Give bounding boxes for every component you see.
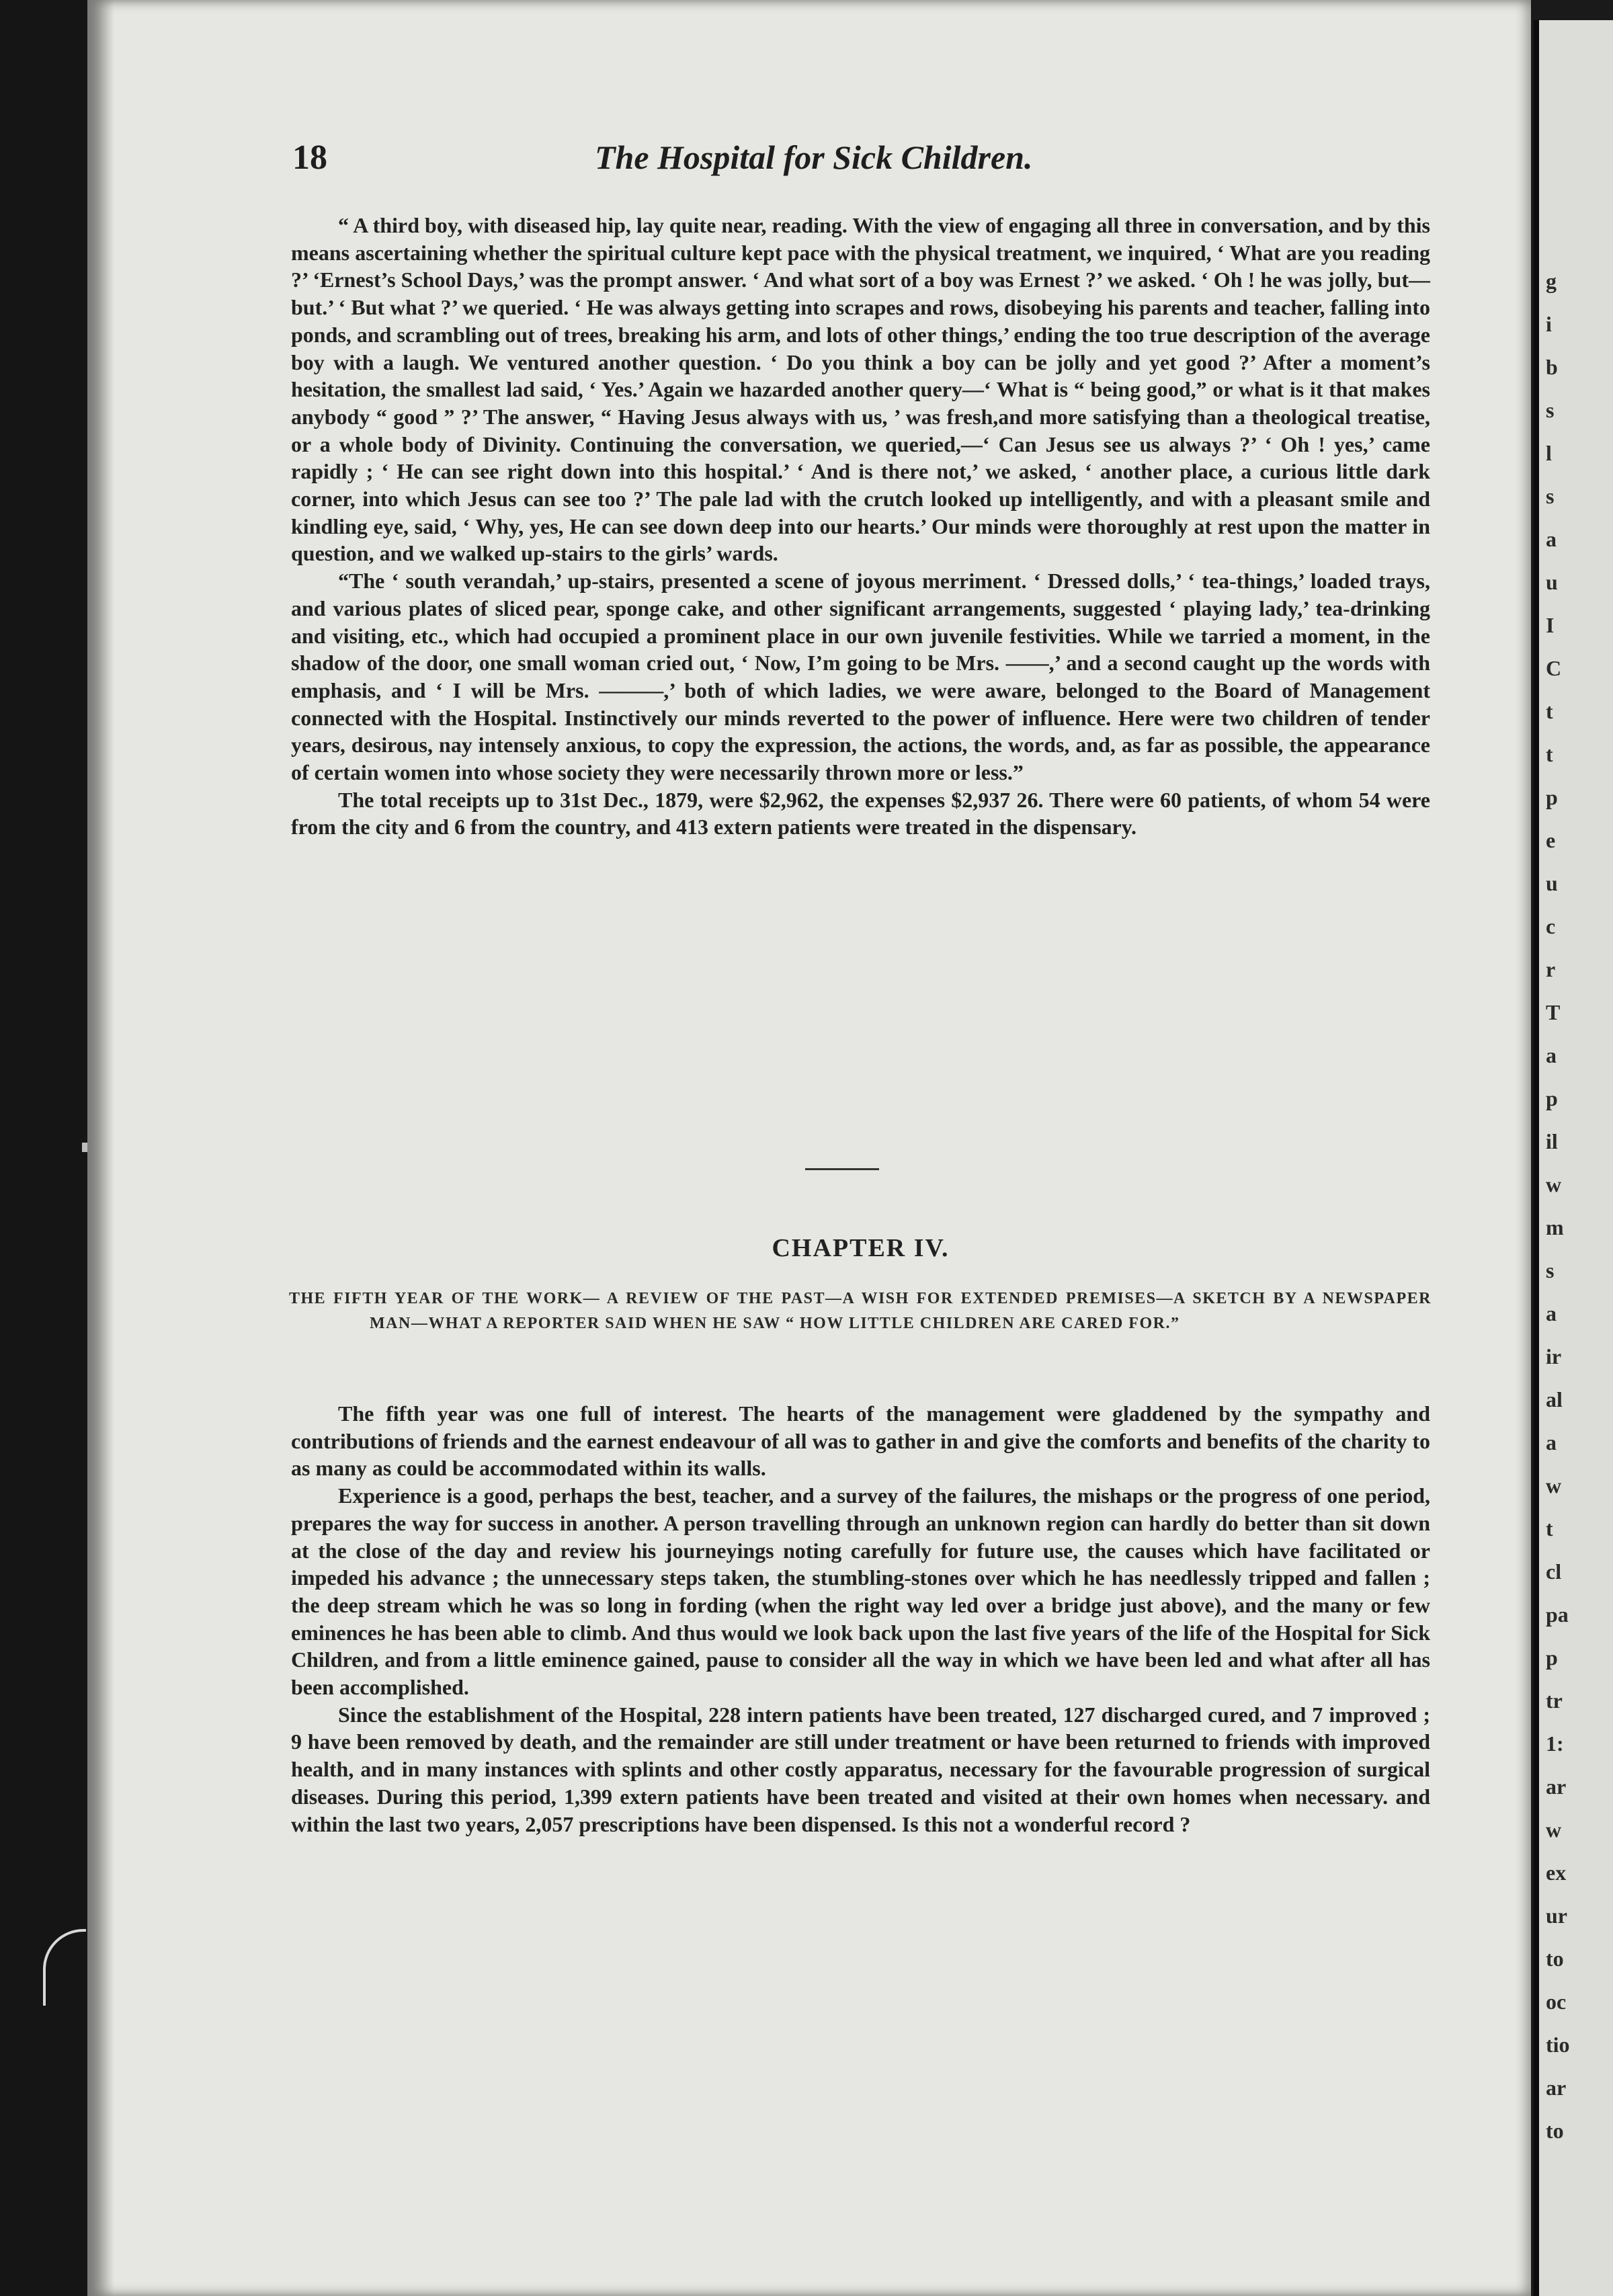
facing-page-fragment: p xyxy=(1546,1645,1558,1670)
text-section-part2 xyxy=(291,1400,1430,1838)
facing-page-fragment: tio xyxy=(1546,2033,1570,2057)
page-number: 18 xyxy=(292,138,327,177)
chapter-title: CHAPTER IV. xyxy=(772,1234,950,1262)
page-header xyxy=(292,138,1428,185)
facing-page-fragment: s xyxy=(1546,398,1555,422)
facing-page-fragment: m xyxy=(1546,1215,1564,1239)
facing-page-fragment: w xyxy=(1546,1817,1562,1842)
facing-page-fragment: ur xyxy=(1546,1903,1567,1928)
facing-page-fragment: ex xyxy=(1546,1860,1567,1885)
facing-page-fragment: c xyxy=(1546,914,1556,938)
facing-page-fragment: tr xyxy=(1546,1688,1563,1713)
facing-page-fragment: ar xyxy=(1546,1774,1567,1799)
facing-page-fragment: p xyxy=(1546,785,1558,809)
facing-page-fragment: a xyxy=(1546,1043,1557,1067)
paragraph: The fifth year was one full of interest. The hearts of the management were gladdened by the sympathy and contributions of friends and the earnest endeavour of all was to gather in and give the comforts and benefits of the charity to as many as could be accommodated within its walls. xyxy=(291,1401,1430,1481)
facing-page-fragment: il xyxy=(1546,1129,1558,1153)
paragraph: “The ‘ south verandah,’ up-stairs, presented a scene of joyous merriment. ‘ Dressed dolls,’ ‘ tea-things,’ loaded trays, and various plates of sliced pear, sponge cake, and other significant arrangements, suggested ‘ playing lady,’ tea-drinking and visiting, etc., which had occupied a prominent place in our own juvenile festivities. While we tarried a moment, in the shadow of the door, one small woman cried out, ‘ Now, I’m going to be Mrs. ——,’ and a second caught up the words with emphasis, and ‘ I will be Mrs. ———,’ both of which ladies, we were aware, belonged to the Board of Management connected with the Hospital. Instinctively our minds reverted to the power of influence. Here were two children of tender years, desirous, nay intensely anxious, to copy the expression, the actions, the words, and, as far as possible, the appearance of certain women into whose society they were necessarily thrown more or less.” xyxy=(291,569,1430,785)
facing-page-fragment: u xyxy=(1546,570,1558,594)
facing-page-fragment: w xyxy=(1546,1172,1562,1196)
facing-page-fragment: e xyxy=(1546,828,1556,852)
text-section-part1 xyxy=(291,212,1430,841)
facing-page-fragment: a xyxy=(1546,1430,1557,1454)
paragraph: Since the establishment of the Hospital, 228 intern patients have been treated, 127 discharged cured, and 7 improved ; 9 have been removed by death, and the remainder are still under treatment or have been returned to friends with improved health, and in many instances with splints and other costly apparatus, necessary for the favourable progression of surgical diseases. During this period, 1,399 extern patients have been treated and visited at their own homes when necessary. and within the last two years, 2,057 prescriptions have been dispensed. Is this not a wonderful record ? xyxy=(291,1702,1430,1836)
facing-page-fragment: pa xyxy=(1546,1602,1569,1627)
facing-page-fragment: C xyxy=(1546,656,1562,680)
facing-page-fragment: t xyxy=(1546,1516,1553,1541)
facing-page-fragment: ir xyxy=(1546,1344,1562,1368)
facing-page-fragment: ar xyxy=(1546,2076,1567,2100)
chapter-summary: THE FIFTH YEAR OF THE WORK— A REVIEW OF THE PAST—A WISH FOR EXTENDED PREMISES—A SKETCH BY A NEWSPAPER MAN—WHAT A REPORTER SAID WHEN HE SAW “ HOW LITTLE CHILDREN ARE CARED FOR.” xyxy=(289,1290,1432,1332)
facing-page-fragment: s xyxy=(1546,1258,1555,1282)
facing-page-fragment: T xyxy=(1546,1000,1561,1024)
facing-page-fragment: p xyxy=(1546,1086,1558,1110)
facing-page-fragment: cl xyxy=(1546,1559,1562,1584)
facing-page-fragment: t xyxy=(1546,742,1553,766)
section-separator xyxy=(805,1168,879,1170)
facing-page-fragment: al xyxy=(1546,1387,1563,1411)
page-gutter-shadow xyxy=(87,0,114,2296)
facing-page-fragment: I xyxy=(1546,613,1555,637)
facing-page-fragment: 1: xyxy=(1546,1731,1564,1756)
facing-page-fragment: oc xyxy=(1546,1990,1567,2014)
facing-page-text xyxy=(1546,0,1613,2296)
facing-page-fragment: r xyxy=(1546,957,1556,981)
running-title: The Hospital for Sick Children. xyxy=(595,138,1033,176)
paragraph: Experience is a good, perhaps the best, teacher, and a survey of the failures, the mishaps or the progress of one period, prepares the way for success in another. A person travelling through an unknown region can hardly do better than sit down at the close of the day and review his journeyings noting carefully for future use, the causes which have facilitated or impeded his advance ; the unnecessary steps taken, the stumbling-stones over which he has needlessly tripped and fallen ; the deep stream which he was so long in fording (when the right way led over a bridge just above), and the many or few eminences he has been able to climb. And thus would we look back upon the last five years of the life of the Hospital for Sick Children, and from a little eminence gained, pause to consider all the way in which we have been led and what after all has been accomplished. xyxy=(291,1483,1430,1700)
facing-page-fragment: w xyxy=(1546,1473,1562,1498)
facing-page-fragment: i xyxy=(1546,312,1552,336)
facing-page-fragment: t xyxy=(1546,699,1553,723)
facing-page-fragment: g xyxy=(1546,269,1557,293)
facing-page-fragment: s xyxy=(1546,484,1555,508)
facing-page-fragment: to xyxy=(1546,2119,1564,2143)
facing-page-fragment: u xyxy=(1546,871,1558,895)
facing-page-fragment: l xyxy=(1546,441,1552,465)
facing-page-fragment: b xyxy=(1546,355,1558,379)
facing-page-fragment: a xyxy=(1546,527,1557,551)
scan-artifact xyxy=(82,1143,87,1152)
facing-page-fragment: a xyxy=(1546,1301,1557,1325)
paragraph: “ A third boy, with diseased hip, lay quite near, reading. With the view of engaging all three in conversation, and by this means ascertaining whether the spiritual culture kept pace with the physical treatment, we inquired, ‘ What are you reading ?’ ‘Ernest’s School Days,’ was the prompt answer. ‘ And what sort of a boy was Ernest ?’ we asked. ‘ Oh ! he was jolly, but—but.’ ‘ But what ?’ we queried. ‘ He was always getting into scrapes and rows, disobeying his parents and teacher, falling into ponds, and scrambling out of trees, breaking his arm, and lots of other things,’ ending the too true description of the average boy with a laugh. We ventured another question. ‘ Do you think a boy can be jolly and yet good ?’ After a moment’s hesitation, the smallest lad said, ‘ Yes.’ Again we hazarded another query—‘ What is “ being good,” or what is it that makes anybody “ good ” ?’ The answer, “ Having Jesus always with us, ’ was fresh,and more satisfying than a theological treatise, or a whole body of Divinity. Continuing the conversation, we queried,—‘ Can Jesus see us always ?’ ‘ Oh ! yes,’ came rapidly ; ‘ He can see right down into this hospital.’ ‘ And is there not,’ we asked, ‘ another place, a curious little dark corner, into which Jesus can see too ?’ The pale lad with the crutch looked up intelligently, and with a pleasant smile and kindling eye, said, ‘ Why, yes, He can see down deep into our hearts.’ Our minds were thoroughly at rest upon the matter in question, and we walked up-stairs to the girls’ wards. xyxy=(291,213,1430,566)
facing-page-fragment: to xyxy=(1546,1946,1564,1971)
paragraph: The total receipts up to 31st Dec., 1879, were $2,962, the expenses $2,937 26. There were 60 patients, of whom 54 were from the city and 6 from the country, and 413 extern patients were treated in the dispensary. xyxy=(291,787,1430,839)
